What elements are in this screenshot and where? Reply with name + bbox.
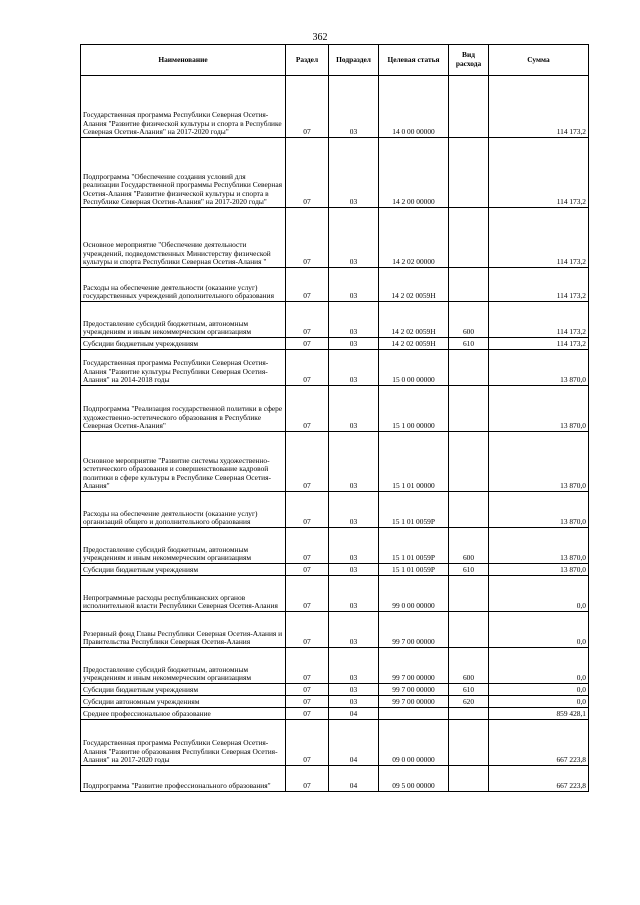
cell-name: Подпрограмма "Реализация государственной политики в сфере художественно-эстетического образования в Республике Северная Осетия-Алания" [81, 386, 286, 432]
cell-amount: 114 173,2 [489, 76, 589, 138]
cell-amount: 0,0 [489, 684, 589, 696]
cell-section: 07 [286, 528, 329, 564]
cell-expense-type [449, 432, 489, 492]
cell-subsection: 03 [329, 268, 379, 302]
cell-name: Государственная программа Республики Северная Осетия-Алания "Развитие физической культуры и спорта в Республике Северная Осетия-Алания" на 2017-2020 годы" [81, 76, 286, 138]
cell-subsection: 03 [329, 648, 379, 684]
cell-subsection: 03 [329, 696, 379, 708]
cell-target: 99 7 00 00000 [379, 684, 449, 696]
cell-subsection: 03 [329, 302, 379, 338]
table-row [81, 138, 589, 208]
cell-section: 07 [286, 338, 329, 350]
cell-expense-type [449, 612, 489, 648]
cell-section: 07 [286, 302, 329, 338]
cell-target: 14 2 02 0059Н [379, 268, 449, 302]
cell-name: Предоставление субсидий бюджетным, автономным учреждениям и иным некоммерческим организациям [81, 302, 286, 338]
table-row [81, 268, 589, 302]
cell-section: 07 [286, 576, 329, 612]
cell-expense-type [449, 766, 489, 792]
table-row [81, 492, 589, 528]
table-row [81, 684, 589, 696]
cell-subsection: 04 [329, 720, 379, 766]
table-row [81, 338, 589, 350]
cell-expense-type [449, 576, 489, 612]
cell-subsection: 03 [329, 432, 379, 492]
cell-target: 99 7 00 00000 [379, 696, 449, 708]
header-target: Целевая статья [379, 45, 449, 76]
cell-target: 14 2 02 0059Н [379, 338, 449, 350]
cell-expense-type: 600 [449, 528, 489, 564]
cell-expense-type: 610 [449, 564, 489, 576]
cell-amount: 0,0 [489, 612, 589, 648]
cell-name: Резервный фонд Главы Республики Северная Осетия-Алания и Правительства Республики Северная Осетия-Алания [81, 612, 286, 648]
cell-expense-type [449, 708, 489, 720]
cell-section: 07 [286, 138, 329, 208]
cell-target: 14 2 02 00000 [379, 208, 449, 268]
cell-section: 07 [286, 564, 329, 576]
cell-expense-type [449, 386, 489, 432]
cell-expense-type [449, 268, 489, 302]
cell-name: Подпрограмма "Обеспечение создания условий для реализации Государственной программы Республики Северная Осетия-Алания "Развитие физической культуры и спорта в Республике Северная Осетия-Алания" на 2017-2020 годы" [81, 138, 286, 208]
cell-amount: 0,0 [489, 576, 589, 612]
cell-name: Государственная программа Республики Северная Осетия-Алания "Развитие культуры Республики Северная Осетия-Алания" на 2014-2018 годы [81, 350, 286, 386]
cell-amount: 859 428,1 [489, 708, 589, 720]
cell-section: 07 [286, 684, 329, 696]
cell-name: Предоставление субсидий бюджетным, автономным учреждениям и иным некоммерческим организациям [81, 528, 286, 564]
cell-section: 07 [286, 612, 329, 648]
cell-name: Субсидии автономным учреждениям [81, 696, 286, 708]
table-row [81, 766, 589, 792]
cell-expense-type: 610 [449, 684, 489, 696]
cell-expense-type [449, 350, 489, 386]
cell-target: 15 1 00 00000 [379, 386, 449, 432]
cell-subsection: 03 [329, 76, 379, 138]
cell-target: 15 1 01 00000 [379, 432, 449, 492]
cell-subsection: 04 [329, 708, 379, 720]
cell-target: 14 2 02 0059Н [379, 302, 449, 338]
cell-subsection: 03 [329, 386, 379, 432]
cell-amount: 114 173,2 [489, 268, 589, 302]
table-row [81, 648, 589, 684]
cell-target: 09 0 00 00000 [379, 720, 449, 766]
cell-target [379, 708, 449, 720]
cell-name: Государственная программа Республики Северная Осетия-Алания "Развитие образования Республики Северная Осетия-Алания" на 2017-2020 годы [81, 720, 286, 766]
table-header-row [81, 45, 589, 76]
cell-target: 15 0 00 00000 [379, 350, 449, 386]
header-expense-type: Вид расхода [449, 45, 489, 76]
cell-section: 07 [286, 386, 329, 432]
cell-expense-type: 600 [449, 648, 489, 684]
cell-section: 07 [286, 648, 329, 684]
table-row [81, 528, 589, 564]
table-row [81, 208, 589, 268]
cell-section: 07 [286, 76, 329, 138]
cell-name: Среднее профессиональное образование [81, 708, 286, 720]
table-row [81, 302, 589, 338]
table-row [81, 612, 589, 648]
cell-target: 14 0 00 00000 [379, 76, 449, 138]
header-section: Раздел [286, 45, 329, 76]
cell-amount: 13 870,0 [489, 432, 589, 492]
table-row [81, 708, 589, 720]
cell-target: 15 1 01 0059Р [379, 564, 449, 576]
header-name: Наименование [81, 45, 286, 76]
cell-amount: 13 870,0 [489, 528, 589, 564]
table-row [81, 432, 589, 492]
cell-expense-type: 600 [449, 302, 489, 338]
cell-section: 07 [286, 350, 329, 386]
cell-name: Расходы на обеспечение деятельности (оказание услуг) организаций общего и дополнительного образования [81, 492, 286, 528]
cell-section: 07 [286, 708, 329, 720]
header-amount: Сумма [489, 45, 589, 76]
cell-expense-type: 610 [449, 338, 489, 350]
cell-expense-type [449, 138, 489, 208]
page-number: 362 [312, 32, 328, 43]
cell-amount: 114 173,2 [489, 338, 589, 350]
table-row [81, 720, 589, 766]
cell-section: 07 [286, 766, 329, 792]
table-row [81, 386, 589, 432]
cell-amount: 0,0 [489, 696, 589, 708]
table-row [81, 576, 589, 612]
cell-section: 07 [286, 268, 329, 302]
cell-target: 99 7 00 00000 [379, 648, 449, 684]
cell-expense-type [449, 492, 489, 528]
cell-target: 99 7 00 00000 [379, 612, 449, 648]
cell-name: Основное мероприятие "Развитие системы художественно-эстетического образования и совершенствование кадровой политики в сфере культуры в Республике Северная Осетия-Алания" [81, 432, 286, 492]
cell-expense-type [449, 208, 489, 268]
cell-name: Расходы на обеспечение деятельности (оказание услуг) государственных учреждений дополнительного образования [81, 268, 286, 302]
table-row [81, 350, 589, 386]
cell-name: Предоставление субсидий бюджетным, автономным учреждениям и иным некоммерческим организациям [81, 648, 286, 684]
cell-subsection: 03 [329, 138, 379, 208]
cell-target: 15 1 01 0059Р [379, 528, 449, 564]
cell-name: Подпрограмма "Развитие профессионального образования" [81, 766, 286, 792]
cell-expense-type [449, 76, 489, 138]
cell-expense-type: 620 [449, 696, 489, 708]
cell-target: 99 0 00 00000 [379, 576, 449, 612]
cell-section: 07 [286, 492, 329, 528]
table-row [81, 696, 589, 708]
table-row [81, 76, 589, 138]
cell-subsection: 04 [329, 766, 379, 792]
cell-name: Субсидии бюджетным учреждениям [81, 564, 286, 576]
cell-amount: 114 173,2 [489, 302, 589, 338]
cell-target: 15 1 01 0059Р [379, 492, 449, 528]
cell-subsection: 03 [329, 492, 379, 528]
cell-section: 07 [286, 208, 329, 268]
cell-amount: 13 870,0 [489, 492, 589, 528]
cell-section: 07 [286, 720, 329, 766]
cell-subsection: 03 [329, 350, 379, 386]
cell-amount: 0,0 [489, 648, 589, 684]
cell-name: Субсидии бюджетным учреждениям [81, 684, 286, 696]
cell-subsection: 03 [329, 612, 379, 648]
budget-table [80, 44, 589, 792]
header-subsection: Подраздел [329, 45, 379, 76]
cell-subsection: 03 [329, 684, 379, 696]
table-row [81, 564, 589, 576]
cell-subsection: 03 [329, 528, 379, 564]
cell-subsection: 03 [329, 576, 379, 612]
cell-target: 09 5 00 00000 [379, 766, 449, 792]
cell-amount: 13 870,0 [489, 386, 589, 432]
cell-amount: 114 173,2 [489, 138, 589, 208]
cell-amount: 13 870,0 [489, 564, 589, 576]
cell-section: 07 [286, 432, 329, 492]
cell-name: Непрограммные расходы республиканских органов исполнительной власти Республики Северная Осетия-Алания [81, 576, 286, 612]
cell-amount: 13 870,0 [489, 350, 589, 386]
cell-section: 07 [286, 696, 329, 708]
cell-amount: 667 223,8 [489, 766, 589, 792]
cell-amount: 667 223,8 [489, 720, 589, 766]
cell-name: Субсидии бюджетным учреждениям [81, 338, 286, 350]
cell-expense-type [449, 720, 489, 766]
cell-subsection: 03 [329, 564, 379, 576]
cell-target: 14 2 00 00000 [379, 138, 449, 208]
cell-subsection: 03 [329, 338, 379, 350]
cell-amount: 114 173,2 [489, 208, 589, 268]
cell-subsection: 03 [329, 208, 379, 268]
cell-name: Основное мероприятие "Обеспечение деятельности учреждений, подведомственных Министерству физической культуры и спорта Республики Северная Осетия-Алания " [81, 208, 286, 268]
